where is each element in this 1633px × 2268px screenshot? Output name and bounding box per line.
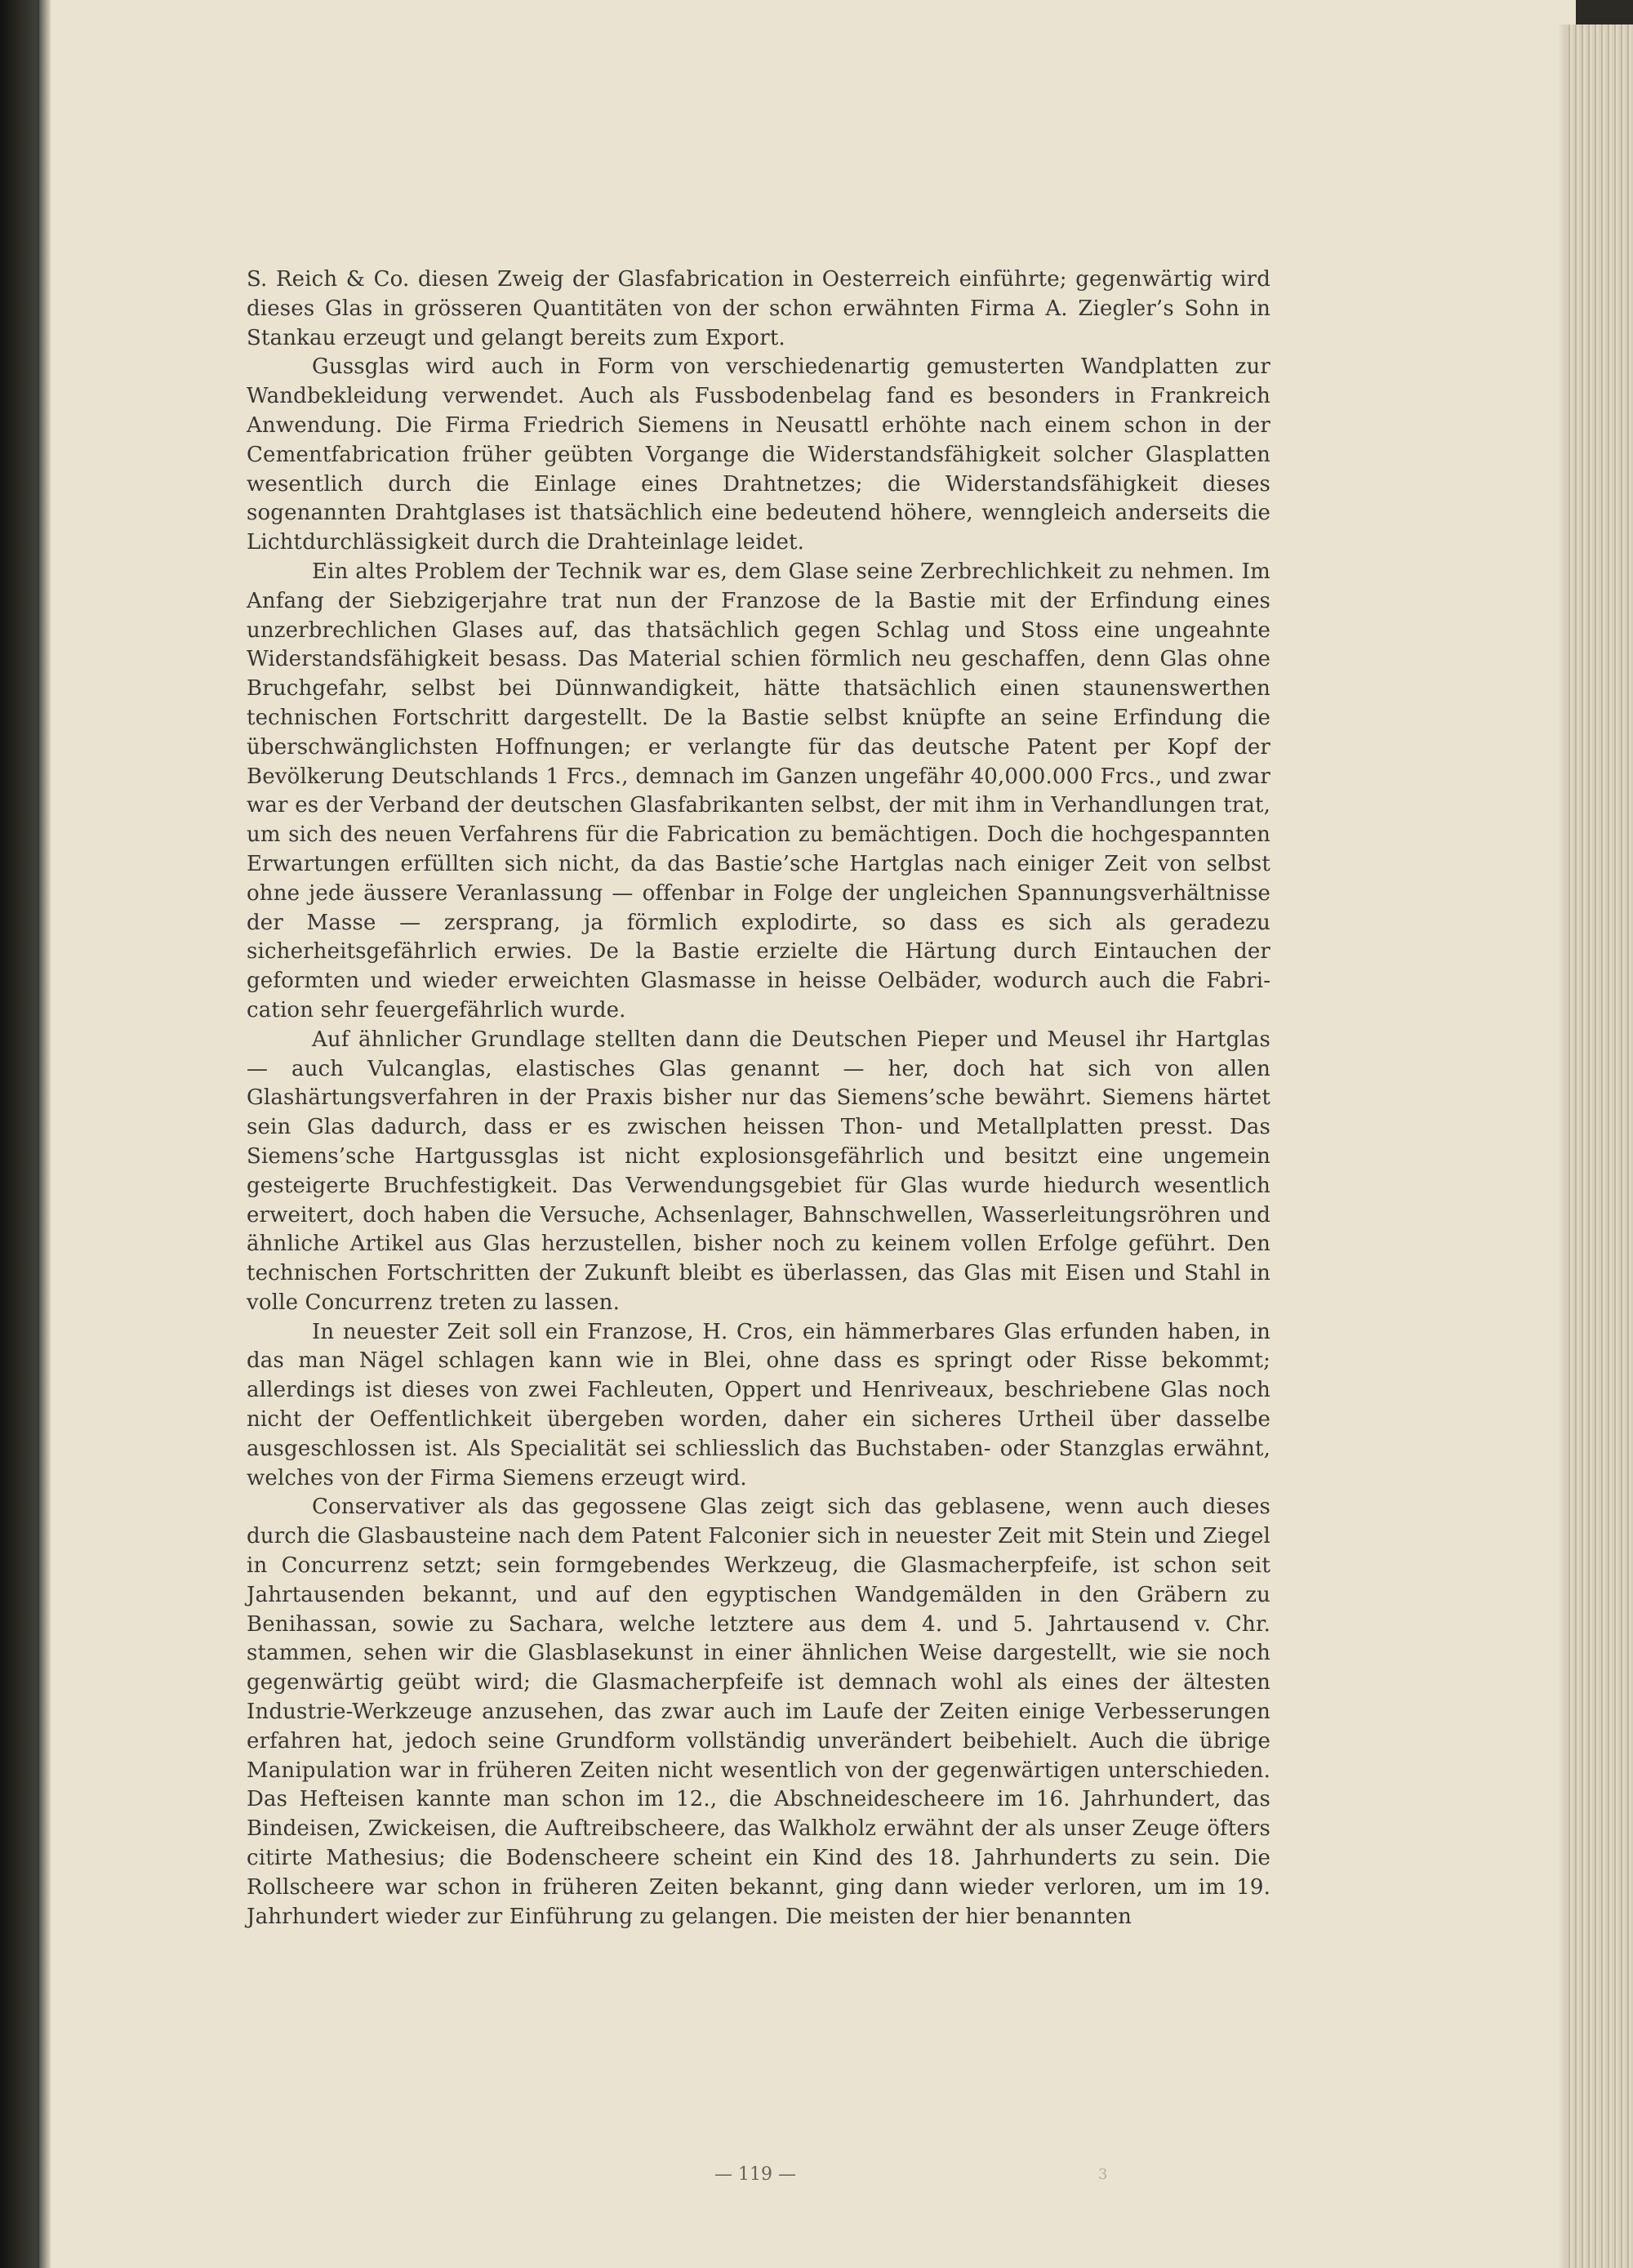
paragraph-cros-glas: In neuester Zeit soll ein Franzose, H. Cros, ein hämmerbares Glas erfunden haben, in das man Nägel schlagen kann wie in Blei, ohne dass es springt oder Risse bekommt; allerdings ist dieses von zwei Fachleuten, Oppert und Henriveaux, beschriebene Glas noch nicht der Oeffentlichkeit übergeben worden, daher ein sicheres Urtheil über dasselbe ausgeschlossen ist. Als Specialität sei schliesslich das Buchstaben- oder Stanzglas erwähnt, welches von der Firma Siemens erzeugt wird. [247,1319,1270,1490]
cover-corner [1576,0,1633,25]
paragraph-gussglas: Gussglas wird auch in Form von verschiedenartig gemusterten Wandplatten zur Wandbekleidung verwendet. Auch als Fussbodenbelag fand es besonders in Frankreich Anwendung. Die Firma Friedrich Siemens in Neusattl erhöhte nach einem schon in der Cementfabrication früher geübten Vorgange die Widerstandsfähigkeit solcher Glasplatten wesentlich durch die Einlage eines Drahtnetzes; die Widerstandsfähigkeit dieses sogenannten Drahtglases ist thatsächlich eine bedeutend höhere, wenngleich anderseits die Lichtdurchlässigkeit durch die Drahteinlage leidet. [247,354,1270,555]
page-number: — 119 — [714,2164,796,2185]
paragraph-glasmacherpfeife: Conservativer als das gegossene Glas zeigt sich das geblasene, wenn auch dieses durch die Glasbausteine nach dem Patent Falconier sich in neuester Zeit mit Stein und Ziegel in Concurrenz setzt; sein formgebendes Werkzeug, die Glasmacherpfeife, ist schon seit Jahrtausenden bekannt, und auf den egyptischen Wandgemälden in den Gräbern zu Benihassan, sowie zu Sachara, welche letztere aus dem 4. und 5. Jahrtausend v. Chr. stammen, sehen wir die Glasblasekunst in einer ähnlichen Weise dargestellt, wie sie noch gegenwärtig geübt wird; die Glasmacherpfeife ist demnach wohl als eines der ältesten Industrie-Werkzeuge anzusehen, das zwar auch im Laufe der Zeiten einige Verbesserungen erfahren hat, jedoch seine Grundform vollständig unverändert beibehielt. Auch die übrige Manipulation war in früheren Zeiten nicht wesentlich von der gegenwärtigen unterschieden. Das Hefteisen kannte man schon im 12., die Abschneidescheere im 16. Jahrhundert, das Bindeisen, Zwickeisen, die Auftreibscheere, das Walkholz erwähnt der als unser Zeuge öfters citirte Mathesius; die Bodenscheere scheint ein Kind des 18. Jahrhunderts zu sein. Die Rollscheere war schon in früheren Zeiten bekannt, ging dann wieder verloren, um im 19. Jahrhundert wieder zur Einführung zu gelangen. Die meisten der hier benannten [247,1495,1270,1929]
spine-edge [39,0,51,2268]
corner-mark: 3 [1098,2166,1108,2183]
paragraph-siemens-hartguss: Auf ähnlicher Grundlage stellten dann die Deutschen Pieper und Meusel ihr Hartglas — auch Vulcanglas, elastisches Glas genannt — her, doch hat sich von allen Glashärtungsverfahren in der Praxis bisher nur das Siemens’sche bewährt. Siemens härtet sein Glas dadurch, dass er es zwischen heissen Thon- und Metallplatten presst. Das Siemens’sche Hartgussglas ist nicht explosionsgefährlich und besitzt eine ungemein gesteigerte Bruchfestigkeit. Das Verwendungsgebiet für Glas wurde hiedurch wesentlich erweitert, doch haben die Versuche, Achsenlager, Bahnschwellen, Wasserleitungsröhren und ähnliche Artikel aus Glas herzustellen, bisher noch zu keinem vollen Erfolge geführt. Den technischen Fortschritten der Zukunft bleibt es überlassen, das Glas mit Eisen und Stahl in volle Concurrenz treten zu lassen. [247,1027,1270,1315]
paragraph-hartglas-bastie: Ein altes Problem der Technik war es, dem Glase seine Zerbrechlichkeit zu nehmen. Im Anfang der Siebzigerjahre trat nun der Franzose de la Bastie mit der Erfindung eines unzerbrechlichen Glases auf, das thatsächlich gegen Schlag und Stoss eine ungeahnte Widerstandsfähigkeit besass. Das Material schien förmlich neu geschaffen, denn Glas ohne Bruchgefahr, selbst bei Dünnwandigkeit, hätte thatsächlich einen staunenswerthen technischen Fortschritt dargestellt. De la Bastie selbst knüpfte an seine Erfindung die überschwänglichsten Hoffnungen; er verlangte für das deutsche Patent per Kopf der Bevölkerung Deutschlands 1 Frcs., demnach im Ganzen ungefähr 40,000.000 Frcs., und zwar war es der Verband der deutschen Glasfabrikanten selbst, der mit ihm in Verhandlungen trat, um sich des neuen Verfahrens für die Fabrication zu bemächtigen. Doch die hochgespannten Erwartungen erfüllten sich nicht, da das Bastie’sche Hartglas nach einiger Zeit von selbst ohne jede äussere Veranlassung — offenbar in Folge der ungleichen Spannungsverhältnisse der Masse — zersprang, ja förmlich explodirte, so dass es sich als geradezu sicherheitsgefährlich erwies. De la Bastie erzielte die Härtung durch Eintauchen der geformten und wieder erweichten Glasmasse in heisse Oelbäder, wodurch auch die Fabrication sehr feuergefährlich wurde. [247,559,1270,1023]
stacked-page-edges [1566,25,1633,2268]
body-text [247,265,1270,1932]
paragraph-continuation: S. Reich & Co. diesen Zweig der Glasfabrication in Oesterreich einführte; gegenwärtig wird dieses Glas in grösseren Quantitäten von der schon erwähnten Firma A. Ziegler’s Sohn in Stankau erzeugt und gelangt bereits zum Export. [247,267,1270,350]
